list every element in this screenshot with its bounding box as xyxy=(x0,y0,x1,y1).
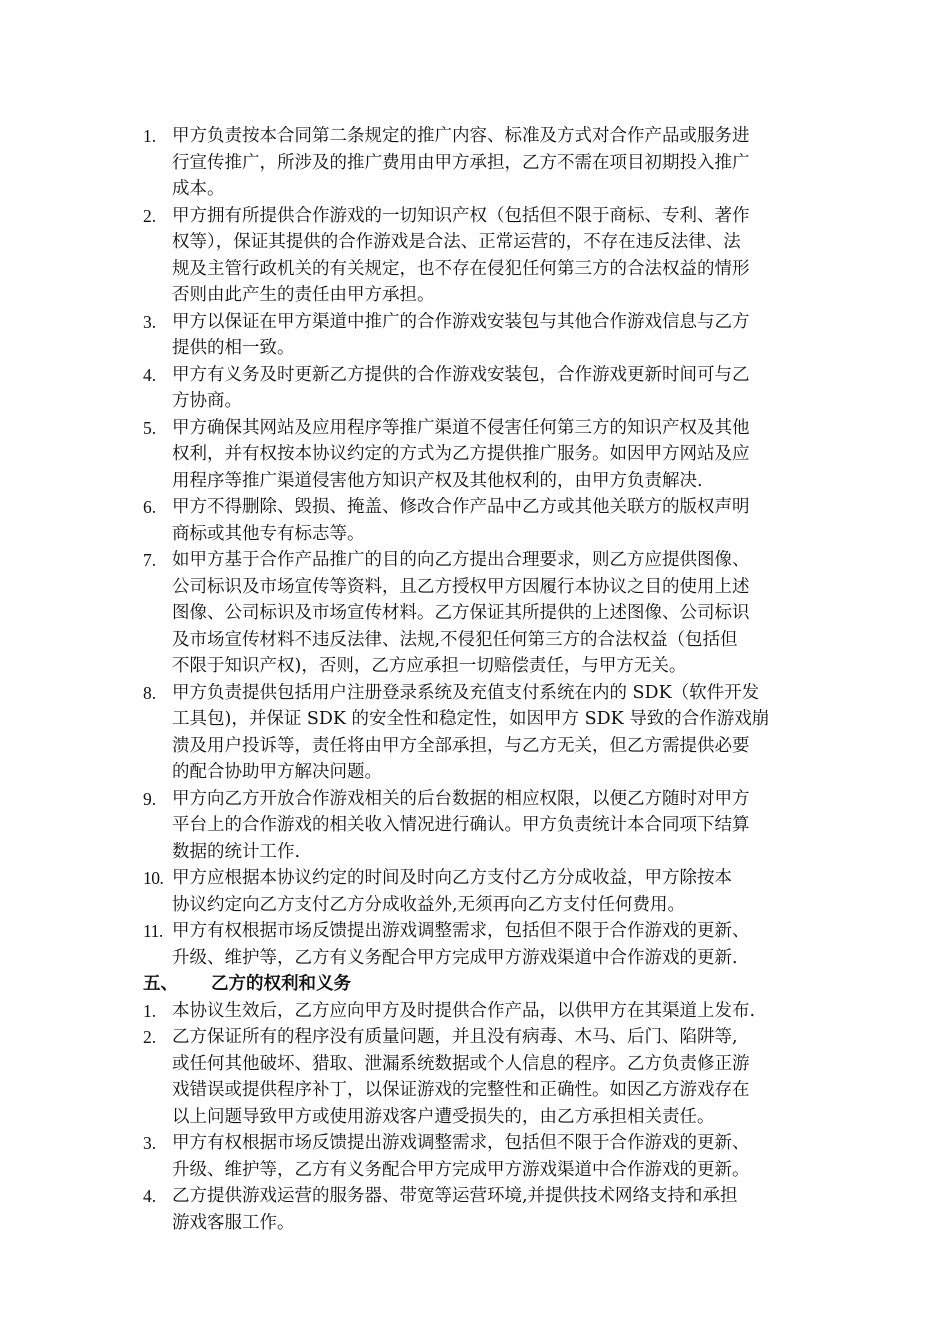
item-number: 4. xyxy=(143,1186,157,1206)
item-text xyxy=(172,494,823,547)
item-text-line: 如甲方基于合作产品推广的目的向乙方提出合理要求，则乙方应提供图像、 xyxy=(172,550,750,570)
item-number: 8. xyxy=(143,682,157,703)
item-number: 3. xyxy=(143,311,157,332)
item-text-line: 或任何其他破坏、猎取、泄漏系统数据或个人信息的程序。乙方负责修正游 xyxy=(172,1053,750,1074)
item-text-line: 公司标识及市场宣传等资料，且乙方授权甲方因履行本协议之目的使用上述 xyxy=(172,576,750,597)
item-text-line: 甲方以保证在甲方渠道中推广的合作游戏安装包与其他合作游戏信息与乙方 xyxy=(172,311,750,332)
item-text-line: 升级、维护等，乙方有义务配合甲方完成甲方游戏渠道中合作游戏的更新. xyxy=(172,947,738,968)
section-4-item-6 xyxy=(143,494,823,547)
item-text xyxy=(172,362,823,415)
item-number: 3. xyxy=(143,1133,157,1153)
section-4-item-10 xyxy=(143,865,823,918)
section-5-item-2 xyxy=(143,1024,823,1130)
section-5-title: 乙方的权利和义务 xyxy=(211,974,351,994)
item-text-line: 用程序等推广渠道侵害他方知识产权及其他权利的，由甲方负责解决. xyxy=(172,470,703,491)
item-number: 1. xyxy=(143,126,157,146)
item-text-line: 以上问题导致甲方或使用游戏客户遭受损失的，由乙方承担相关责任。 xyxy=(172,1106,715,1127)
item-number: 2. xyxy=(143,1027,157,1047)
section-5-item-4 xyxy=(143,1183,823,1236)
item-number: 10. xyxy=(143,868,164,888)
item-text-line: 的配合协助甲方解决问题。 xyxy=(172,762,382,782)
item-text-line: 方协商。 xyxy=(172,391,242,411)
section-4-item-7 xyxy=(143,547,823,680)
item-text xyxy=(172,309,823,362)
item-text xyxy=(172,865,823,918)
item-number: 7. xyxy=(143,550,157,570)
item-number: 6. xyxy=(143,497,157,517)
item-text-line: 图像、公司标识及市场宣传材料。乙方保证其所提供的上述图像、公司标识 xyxy=(172,603,750,623)
item-text-line: 乙方保证所有的程序没有质量问题，并且没有病毒、木马、后门、陷阱等, xyxy=(172,1027,738,1047)
item-text xyxy=(172,415,823,495)
item-number: 4. xyxy=(143,364,157,385)
item-text-line: 规及主管行政机关的有关规定，也不存在侵犯任何第三方的合法权益的情形 xyxy=(172,258,750,279)
section-5-heading xyxy=(143,971,823,998)
section-4-item-9 xyxy=(143,786,823,866)
item-text xyxy=(172,998,823,1025)
item-text xyxy=(172,547,823,680)
item-text-line: 商标或其他专有标志等。 xyxy=(172,523,365,544)
item-text-line: 协议约定向乙方支付乙方分成收益外,无须再向乙方支付任何费用。 xyxy=(172,894,686,915)
item-text-line: 否则由此产生的责任由甲方承担。 xyxy=(172,285,435,305)
item-number: 11. xyxy=(143,921,163,941)
item-text-line: 提供的相一致。 xyxy=(172,338,295,358)
section-5-number: 五、 xyxy=(143,974,178,994)
item-text-line: 成本。 xyxy=(172,179,225,199)
item-text xyxy=(172,1130,823,1183)
item-text xyxy=(172,1183,823,1236)
item-text-line: 溃及用户投诉等，责任将由甲方全部承担，与乙方无关，但乙方需提供必要 xyxy=(172,735,750,756)
section-4-item-1 xyxy=(143,123,823,203)
item-text-line: 平台上的合作游戏的相关收入情况进行确认。甲方负责统计本合同项下结算 xyxy=(172,815,750,835)
item-text-line: 甲方不得删除、毁损、掩盖、修改合作产品中乙方或其他关联方的版权声明 xyxy=(172,497,750,517)
item-text-line: 戏错误或提供程序补丁，以保证游戏的完整性和正确性。如因乙方游戏存在 xyxy=(172,1080,750,1100)
item-text-line: 升级、维护等，乙方有义务配合甲方完成甲方游戏渠道中合作游戏的更新。 xyxy=(172,1159,750,1180)
item-text-line: 甲方有权根据市场反馈提出游戏调整需求，包括但不限于合作游戏的更新、 xyxy=(172,1133,750,1153)
section-4-item-4 xyxy=(143,362,823,415)
section-5-list xyxy=(143,998,823,1237)
item-text-line: 甲方拥有所提供合作游戏的一切知识产权（包括但不限于商标、专利、著作 xyxy=(172,205,750,226)
section-5-item-1 xyxy=(143,998,823,1025)
item-text-line: 游戏客服工作。 xyxy=(172,1212,295,1233)
section-4-item-2 xyxy=(143,203,823,309)
item-text-line: 甲方应根据本协议约定的时间及时向乙方支付乙方分成收益，甲方除按本 xyxy=(172,868,732,888)
item-text-line: 行宣传推广，所涉及的推广费用由甲方承担，乙方不需在项目初期投入推广 xyxy=(172,152,750,173)
section-4-item-8 xyxy=(143,680,823,786)
item-text xyxy=(172,123,823,203)
item-text-line: 本协议生效后，乙方应向甲方及时提供合作产品，以供甲方在其渠道上发布. xyxy=(172,1000,756,1021)
item-text-line: 权等），保证其提供的合作游戏是合法、正常运营的，不存在违反法律、法 xyxy=(172,232,741,252)
item-text-line: 甲方有义务及时更新乙方提供的合作游戏安装包，合作游戏更新时间可与乙 xyxy=(172,364,750,385)
item-text xyxy=(172,203,823,309)
item-text-line: 不限于知识产权)，否则，乙方应承担一切赔偿责任，与甲方无关。 xyxy=(172,656,687,676)
item-number: 1. xyxy=(143,1000,157,1021)
item-text xyxy=(172,918,823,971)
item-text-line: 乙方提供游戏运营的服务器、带宽等运营环境,并提供技术网络支持和承担 xyxy=(172,1186,738,1206)
section-4-item-11 xyxy=(143,918,823,971)
item-text-line: 甲方负责提供包括用户注册登录系统及充值支付系统在内的 SDK（软件开发 xyxy=(172,682,760,703)
item-text xyxy=(172,680,823,786)
item-text-line: 甲方向乙方开放合作游戏相关的后台数据的相应权限，以便乙方随时对甲方 xyxy=(172,788,750,809)
item-text xyxy=(172,1024,823,1130)
item-text-line: 甲方负责按本合同第二条规定的推广内容、标准及方式对合作产品或服务进 xyxy=(172,126,750,146)
section-4-item-5 xyxy=(143,415,823,495)
item-text xyxy=(172,786,823,866)
item-text-line: 权利，并有权按本协议约定的方式为乙方提供推广服务。如因甲方网站及应 xyxy=(172,444,750,464)
item-number: 5. xyxy=(143,417,157,438)
item-text-line: 甲方有权根据市场反馈提出游戏调整需求，包括但不限于合作游戏的更新、 xyxy=(172,921,750,941)
section-4-item-3 xyxy=(143,309,823,362)
document-page xyxy=(143,123,823,1236)
section-5-item-3 xyxy=(143,1130,823,1183)
item-text-line: 数据的统计工作. xyxy=(172,841,301,862)
item-text-line: 工具包)，并保证 SDK 的安全性和稳定性，如因甲方 SDK 导致的合作游戏崩 xyxy=(172,709,770,729)
item-number: 2. xyxy=(143,205,157,226)
item-number: 9. xyxy=(143,788,157,809)
item-text-line: 甲方确保其网站及应用程序等推广渠道不侵害任何第三方的知识产权及其他 xyxy=(172,417,750,438)
section-4-list xyxy=(143,123,823,971)
item-text-line: 及市场宣传材料不违反法律、法规,不侵犯任何第三方的合法权益（包括但 xyxy=(172,629,738,650)
